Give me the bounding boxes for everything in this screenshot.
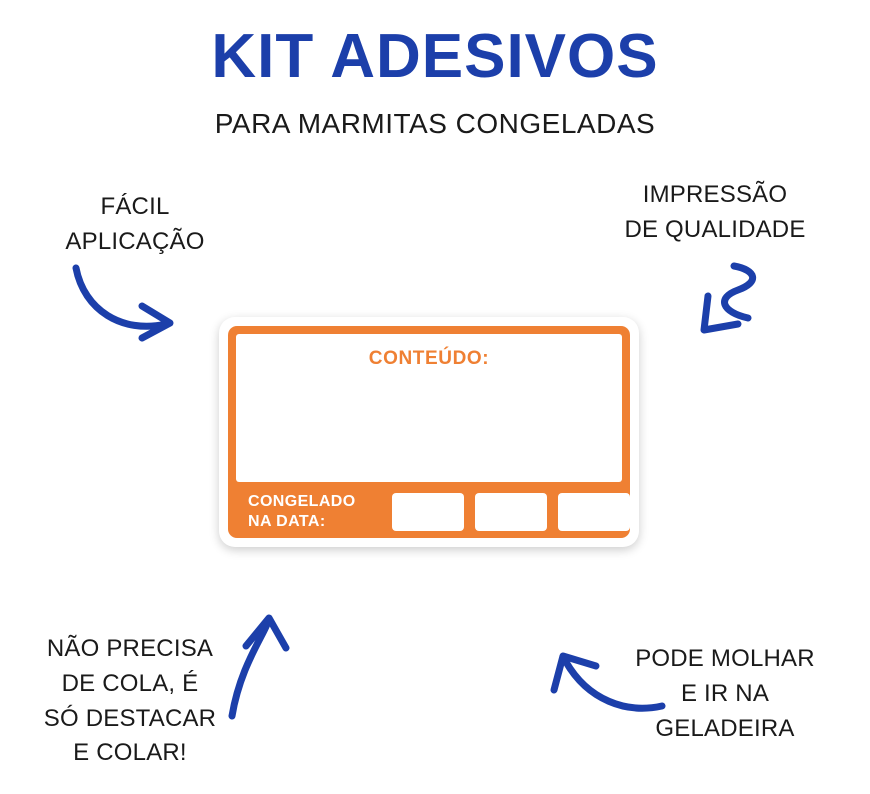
sticker-date-box [392,493,464,531]
callout-waterproof-fridge-line-2: E IR NA [680,679,770,707]
sticker-date-label [248,492,388,532]
sticker-content-area [236,334,622,482]
arrow-top-right-icon [686,262,796,347]
sticker-content-label: CONTEÚDO: [368,348,490,369]
callout-no-glue-needed [20,632,240,771]
callout-easy-application [30,190,240,260]
callout-print-quality-line-2: DE QUALIDADE [624,215,806,243]
callout-print-quality-line-1: IMPRESSÃO [642,181,788,208]
sticker-date-box [558,493,630,531]
sticker-date-boxes [392,493,630,531]
callout-easy-application-line-1: FÁCIL [100,193,170,220]
callout-no-glue-needed-line-3: SÓ DESTACAR [43,704,217,732]
sticker-date-box [475,493,547,531]
callout-waterproof-fridge [610,642,840,746]
page-subtitle: PARA MARMITAS CONGELADAS [214,108,656,139]
sticker-mockup [219,317,639,547]
callout-no-glue-needed-line-1: NÃO PRECISA [46,635,214,662]
page-title: KIT ADESIVOS [211,22,659,91]
callout-waterproof-fridge-line-3: GELADEIRA [655,714,795,742]
sticker-date-row [228,486,630,538]
callout-no-glue-needed-line-2: DE COLA, É [61,669,199,697]
callout-waterproof-fridge-line-1: PODE MOLHAR [635,645,815,672]
sticker-date-label-line-2: NA DATA: [248,513,326,530]
sticker-date-label-line-1: CONGELADO [248,493,356,510]
callout-print-quality [600,178,830,248]
callout-easy-application-line-2: APLICAÇÃO [65,227,205,255]
arrow-top-left-icon [70,262,200,352]
callout-no-glue-needed-line-4: E COLAR! [73,739,187,767]
sticker-body [228,326,630,538]
